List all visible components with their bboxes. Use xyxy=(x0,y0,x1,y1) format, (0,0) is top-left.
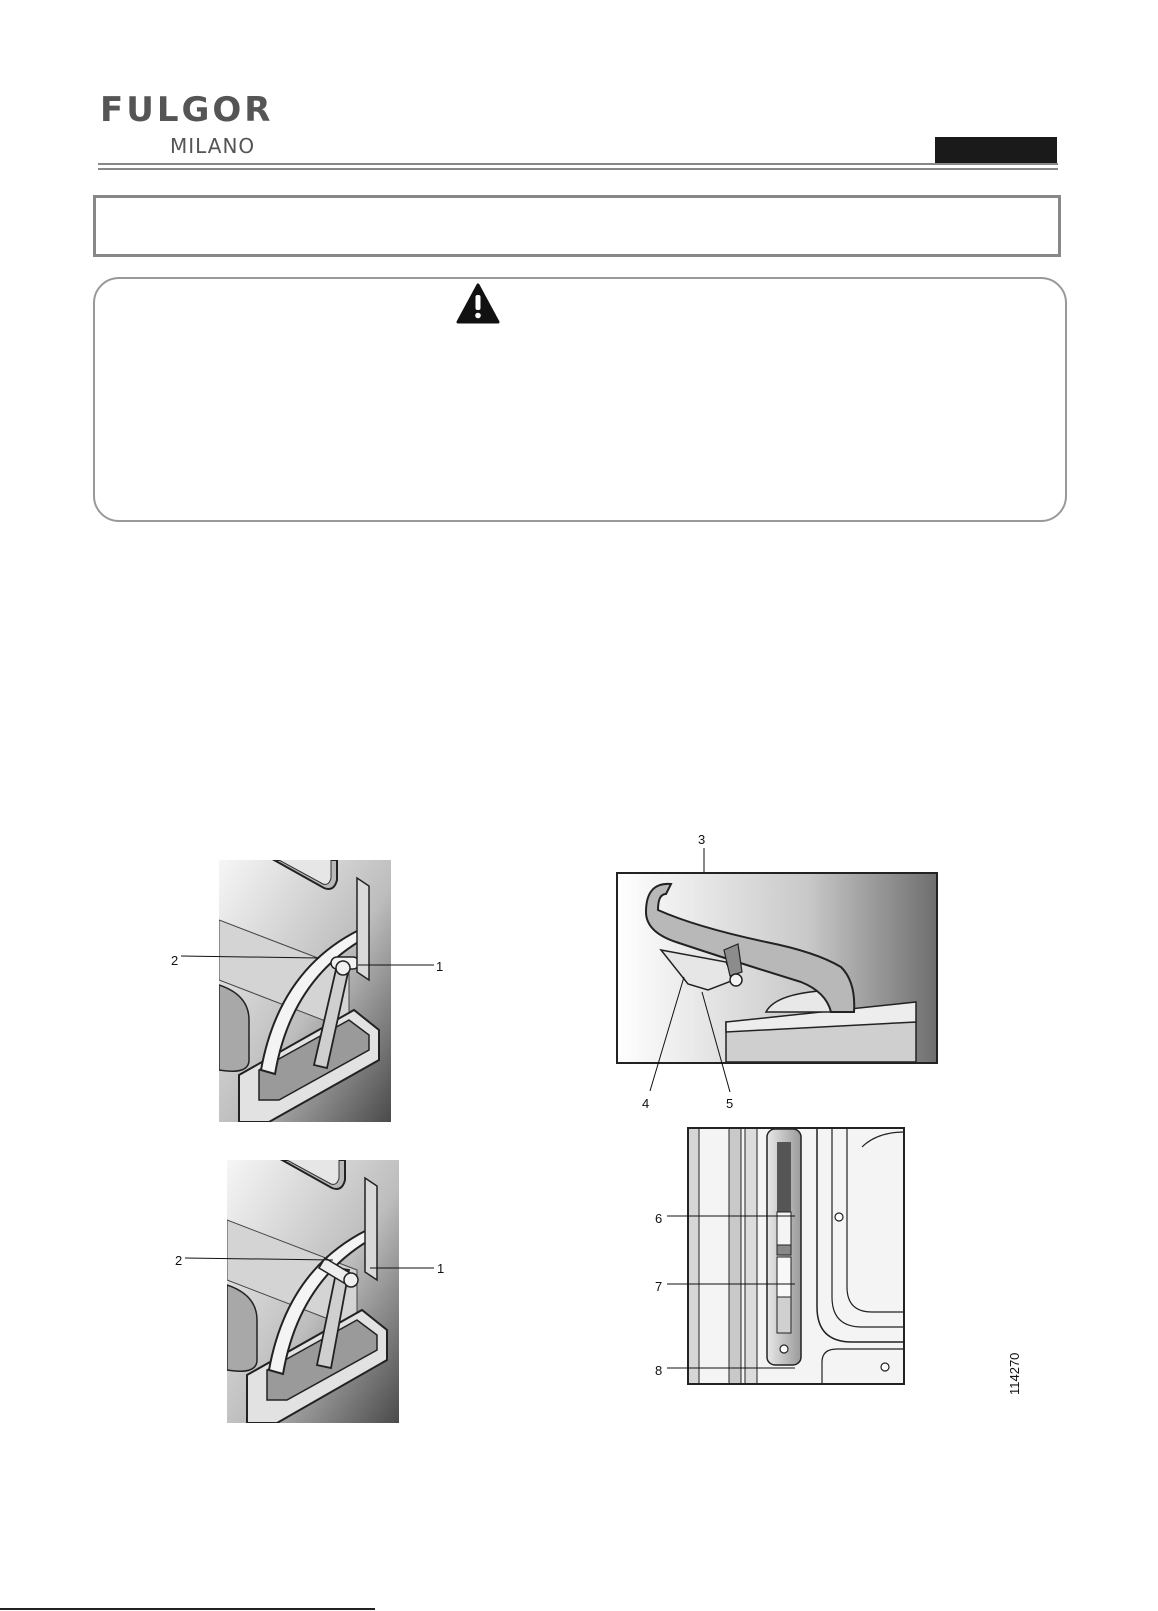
footer-rule xyxy=(0,1608,375,1610)
warning-box xyxy=(93,277,1067,522)
header-rule-bottom xyxy=(98,168,1058,170)
callout-7: 7 xyxy=(655,1279,663,1294)
figure-code: 114270 xyxy=(1007,1352,1022,1395)
callout-4: 4 xyxy=(642,1096,650,1111)
brand-logo: FULGOR xyxy=(100,90,274,130)
section-tab-marker xyxy=(935,137,1057,165)
section-title-box xyxy=(93,195,1061,257)
callout-5: 5 xyxy=(726,1096,734,1111)
callout-2-top: 2 xyxy=(171,953,179,968)
callout-leader-2-top xyxy=(181,952,321,960)
callout-leader-1-top xyxy=(358,962,436,968)
callout-1-top: 1 xyxy=(436,959,444,974)
figure-hinge-slot xyxy=(687,1127,905,1385)
header-rule-top xyxy=(98,163,1058,165)
callout-6: 6 xyxy=(655,1211,663,1226)
callout-leader-6 xyxy=(667,1213,797,1219)
figure-hinge-lever-closed xyxy=(227,1160,399,1423)
callout-leader-2-bottom xyxy=(185,1254,335,1262)
callout-3: 3 xyxy=(698,832,706,847)
callout-8: 8 xyxy=(655,1363,663,1378)
figure-hinge-lever-open xyxy=(219,860,391,1122)
callout-leader-5 xyxy=(700,990,740,1096)
warning-triangle-icon xyxy=(456,283,500,325)
callout-leader-4 xyxy=(648,975,688,1095)
brand-subtitle: MILANO xyxy=(170,134,256,158)
callout-leader-7 xyxy=(667,1281,797,1287)
callout-leader-1-bottom xyxy=(370,1265,436,1271)
callout-2-bottom: 2 xyxy=(175,1253,183,1268)
callout-1-bottom: 1 xyxy=(437,1261,445,1276)
callout-leader-8 xyxy=(667,1365,797,1371)
